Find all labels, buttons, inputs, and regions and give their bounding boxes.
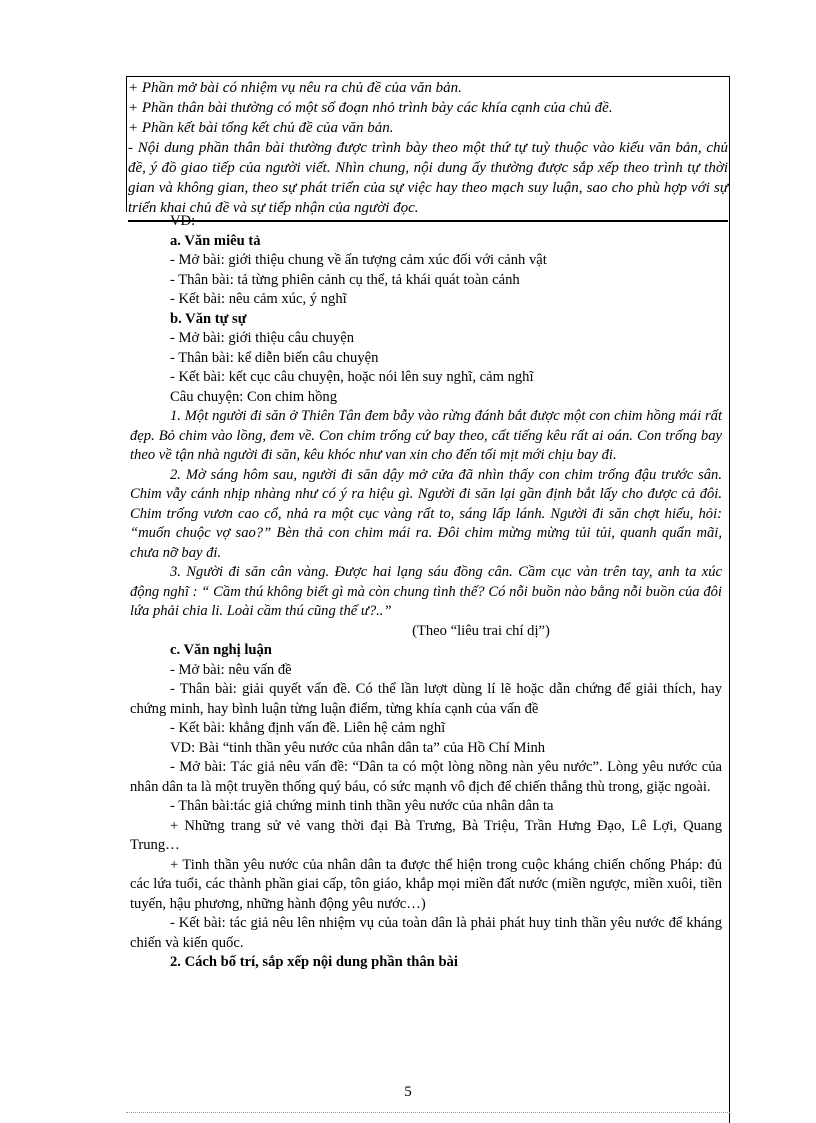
page-number: 5 bbox=[404, 1084, 412, 1100]
section-c-item: - Mở bài: nêu vấn đề bbox=[170, 661, 292, 678]
summary-box bbox=[128, 78, 728, 222]
section-b-heading: b. Văn tự sự bbox=[170, 310, 247, 327]
section-b-item: - Mở bài: giới thiệu câu chuyện bbox=[170, 330, 355, 346]
story-source: (Theo “liêu trai chí dị”) bbox=[412, 622, 550, 639]
page-border-right bbox=[729, 76, 730, 1123]
story-paragraph: 3. Người đi săn cân vàng. Được hai lạng sáu đồng cân. Cầm cục vàn trên tay, anh ta xúc động nghĩ : “ Cầm thú không biết gì mà còn chung tình thế? Có nỗi buồn nào bằng nỗi buồn của đôi lứa phải chia li. Loài cầm thú cũng thế ư?..” bbox=[130, 564, 722, 619]
example-item: + Tinh thần yêu nước của nhân dân ta được thể hiện trong cuộc kháng chiến chống Pháp: đủ các lứa tuổi, các thành phần giai cấp, tôn giáo, khắp mọi miền đất nước (miền ngược, miền xuôi, tiền tuyến, hậu phương, những hành động yêu nước…) bbox=[130, 856, 722, 912]
example-item: - Mở bài: Tác giả nêu vấn đề: “Dân ta có một lòng nồng nàn yêu nước”. Lòng yêu nước của nhân dân ta là một truyền thống quý báu, có sức mạnh vô địch để chiến thắng thù trong, giặc ngoài. bbox=[130, 759, 722, 795]
section-a-item: - Kết bài: nêu cảm xúc, ý nghĩ bbox=[170, 291, 347, 307]
section-2-heading: 2. Cách bố trí, sắp xếp nội dung phần thân bài bbox=[170, 954, 458, 970]
section-a-item: - Thân bài: tả từng phiên cảnh cụ thể, tả khái quát toàn cảnh bbox=[170, 271, 520, 288]
box-line-2: + Phần thân bài thường có một số đoạn nhỏ trình bày các khía cạnh của chủ đề. bbox=[128, 100, 613, 116]
example-item: - Thân bài:tác giả chứng minh tinh thần yêu nước của nhân dân ta bbox=[170, 798, 554, 814]
section-c-item: - Thân bài: giải quyết vấn đề. Có thể lần lượt dùng lí lẽ hoặc dẫn chứng để giải thích, hay chứng minh, hay bình luận từng luận điểm, từng khía cạnh của vấn đề bbox=[130, 681, 722, 717]
box-line-3: + Phần kết bài tổng kết chủ đề của văn bản. bbox=[128, 120, 394, 136]
section-b-item: - Thân bài: kể diễn biến câu chuyện bbox=[170, 349, 379, 366]
box-line-1: + Phần mở bài có nhiệm vụ nêu ra chủ đề của văn bản. bbox=[128, 80, 462, 96]
example-item: + Những trang sử vẻ vang thời đại Bà Trưng, Bà Triệu, Trần Hưng Đạo, Lê Lợi, Quang Trung… bbox=[130, 817, 722, 853]
story-title: Câu chuyện: Con chim hồng bbox=[170, 388, 337, 405]
box-paragraph: - Nội dung phần thân bài thường được trình bày theo một thứ tự tuỳ thuộc vào kiểu văn bản, chủ đề, ý đồ giao tiếp của người viết. Nhìn chung, nội dung ấy thường được sắp xếp theo trình tự thời gian và không gian, theo sự phát triển của sự việc hay theo mạch suy luận, sao cho phù hợp với sự triển khai chủ đề và sự tiếp nhận của người đọc. bbox=[128, 140, 728, 216]
section-c-item: - Kết bài: khẳng định vấn đề. Liên hệ cảm nghĩ bbox=[170, 720, 446, 736]
page-border-top bbox=[126, 76, 730, 77]
page-border-left bbox=[126, 76, 127, 212]
section-a-item: - Mở bài: giới thiệu chung về ấn tượng cảm xúc đối với cảnh vật bbox=[170, 252, 547, 268]
story-paragraph: 2. Mờ sáng hôm sau, người đi săn dậy mở cửa đã nhìn thấy con chim trống đậu trước sân. Chim vẫy cánh nhịp nhàng như có ý ra hiệu gì. Người đi săn lại gần định bắt lấy cho được cả đôi. Chim trống vươn cao cổ, nhả ra một cục vàng rất to, sáng lấp lánh. Người đi săn chợt hiểu, hỏi: “muốn chuộc vợ sao?” Bèn thả con chim mái ra. Đôi chim mừng mừng tủi tủi, quanh quẩn mãi, chưa nỡ bay đi. bbox=[130, 466, 722, 561]
example-item: - Kết bài: tác giả nêu lên nhiệm vụ của toàn dân là phải phát huy tinh thần yêu nước để kháng chiến và kiến quốc. bbox=[130, 915, 722, 951]
section-b-item: - Kết bài: kết cục câu chuyện, hoặc nói lên suy nghĩ, cảm nghĩ bbox=[170, 369, 534, 385]
main-content bbox=[130, 212, 722, 973]
section-a-heading: a. Văn miêu tả bbox=[170, 232, 261, 249]
story-paragraph: 1. Một người đi săn ở Thiên Tân đem bẫy vào rừng đánh bắt được một con chim hồng mái rất đẹp. Bỏ chim vào lồng, đem về. Con chim trống cứ bay theo, cất tiếng kêu rất ai oán. Con trống bay theo về tận nhà người đi săn, kêu khóc như van xin cho đến tối mịt mới chịu bay đi. bbox=[130, 408, 722, 463]
vd-label: VD: bbox=[170, 213, 196, 229]
section-c-heading: c. Văn nghị luận bbox=[170, 642, 272, 658]
page-border-bottom bbox=[126, 1112, 730, 1113]
example-title: VD: Bài “tinh thần yêu nước của nhân dân ta” của Hồ Chí Minh bbox=[170, 739, 546, 756]
